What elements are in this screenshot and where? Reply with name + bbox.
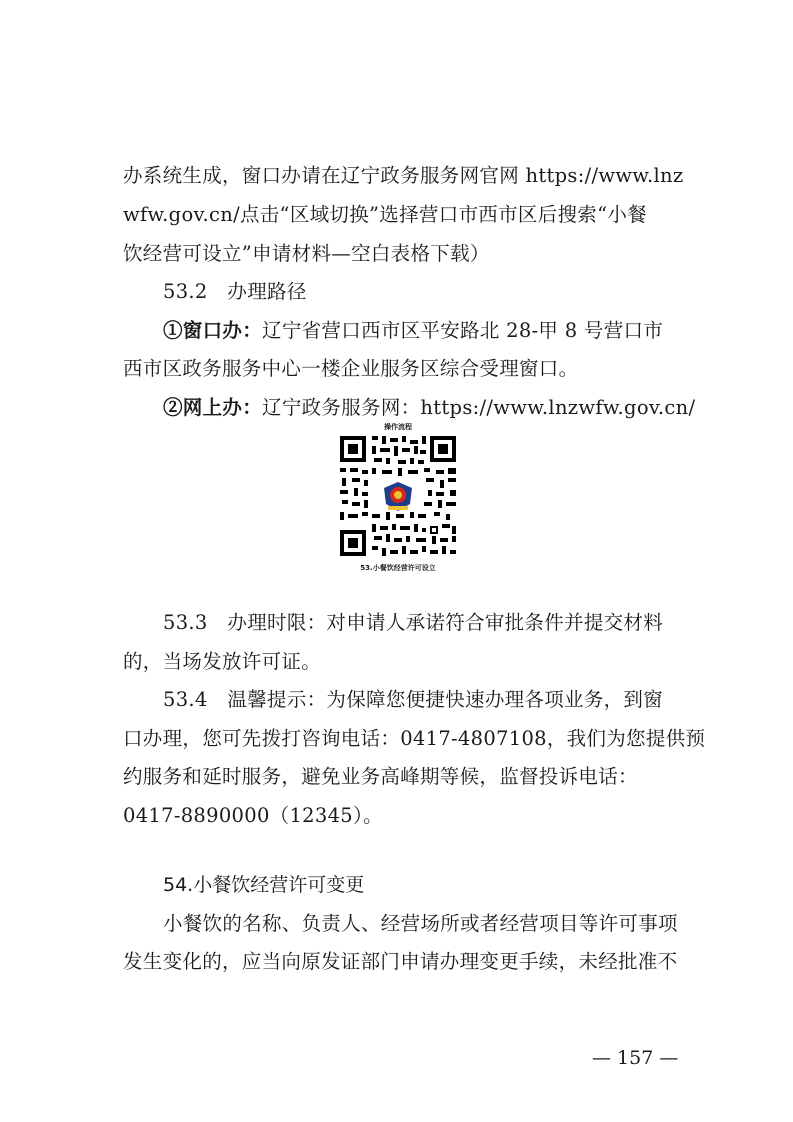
section-53-3-line: 53.3 办理时限：对申请人承诺符合审批条件并提交材料 [163, 611, 664, 634]
online-handling-label: ②网上办： [163, 396, 263, 419]
online-handling-line [163, 394, 696, 422]
body-text-line: 约服务和延时服务，避免业务高峰期等候，监督投诉电话： [123, 765, 638, 788]
window-handling-address: 辽宁省营口西市区平安路北 28-甲 8 号营口市 [262, 319, 664, 342]
qr-title: 操作流程 [384, 423, 412, 431]
page-number: — 157 — [592, 1047, 679, 1069]
body-text-line: 小餐饮的名称、负责人、经营场所或者经营项目等许可事项 [163, 912, 678, 935]
body-text-line: 饮经营可设立”申请材料—空白表格下载） [123, 242, 490, 265]
body-text-line: 0417-8890000（12345）。 [123, 804, 383, 827]
window-handling-line [163, 317, 683, 345]
body-text-line: 发生变化的，应当向原发证部门申请办理变更手续，未经批准不 [123, 950, 678, 973]
body-text-line: 口办理，您可先拨打咨询电话：0417-4807108，我们为您提供预 [123, 727, 706, 750]
qr-code-image [336, 432, 460, 560]
section-53-4-line: 53.4 温馨提示：为保障您便捷快速办理各项业务，到窗 [163, 688, 664, 711]
body-text-line: 西市区政务服务中心一楼企业服务区综合受理窗口。 [123, 357, 579, 380]
section-53-2-heading: 53.2 办理路径 [163, 280, 307, 303]
window-handling-label: ①窗口办： [163, 319, 263, 342]
online-handling-url: 辽宁政务服务网：https://www.lnzwfw.gov.cn/ [262, 396, 696, 419]
qr-caption: 53.小餐饮经营许可设立 [360, 564, 436, 572]
body-text-line: 办系统生成，窗口办请在辽宁政务服务网官网 https://www.lnz [123, 164, 684, 187]
section-54-heading: 54.小餐饮经营许可变更 [163, 874, 365, 896]
body-text-line: 的，当场发放许可证。 [123, 650, 322, 673]
body-text-line: wfw.gov.cn/点击“区域切换”选择营口市西市区后搜索“小餐 [123, 203, 647, 226]
qr-code-block [334, 422, 462, 572]
